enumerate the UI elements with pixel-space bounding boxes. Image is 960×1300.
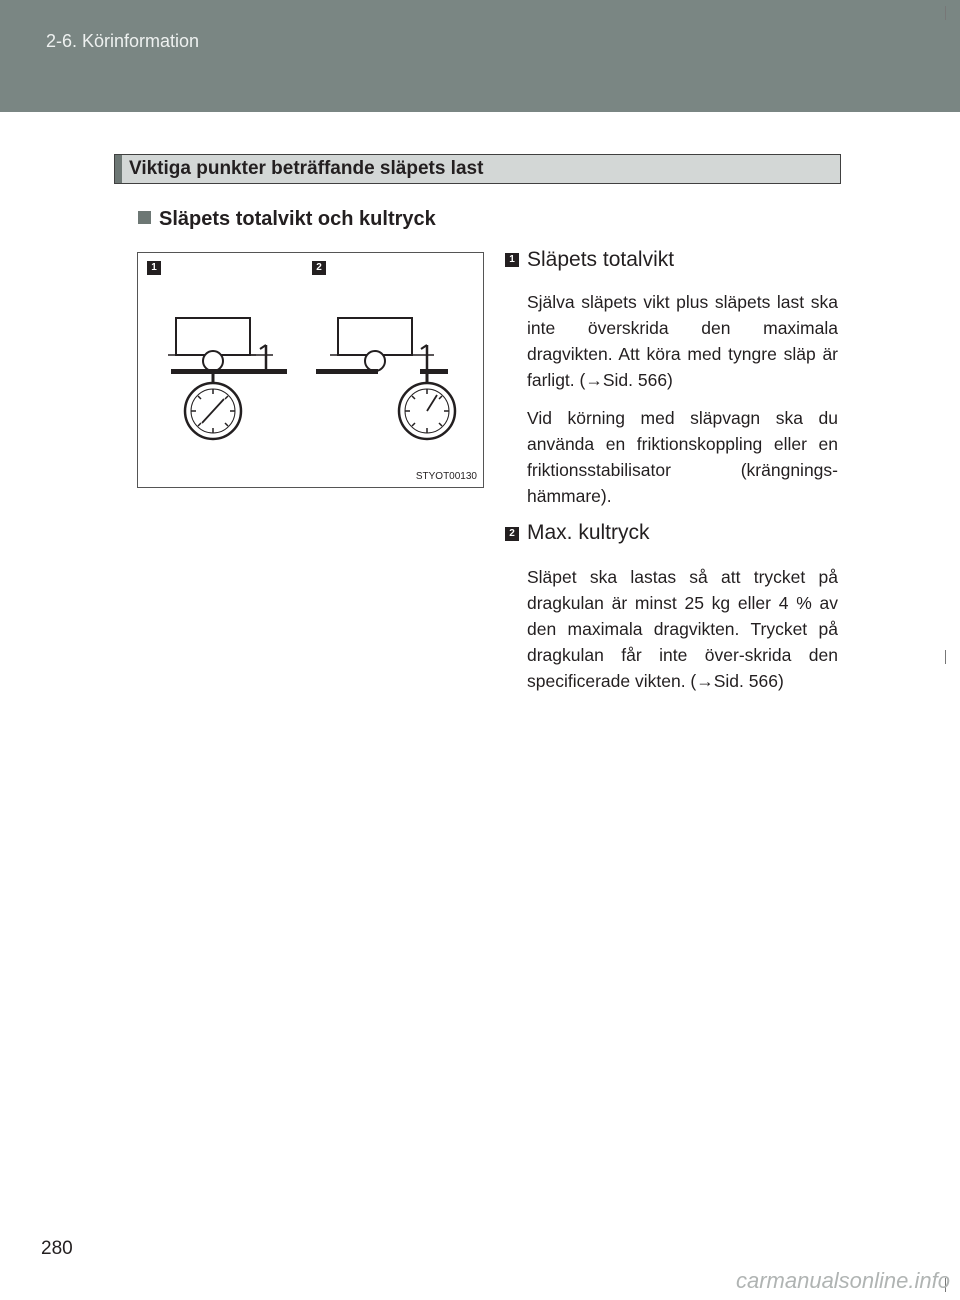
subheading-text: Släpets totalvikt och kultryck: [159, 208, 436, 230]
item-title-2: Max. kultryck: [527, 521, 650, 544]
item-title-1: Släpets totalvikt: [527, 248, 675, 271]
page-number: 280: [41, 1238, 73, 1259]
square-bullet-icon: [138, 211, 151, 224]
trailer-scale-diagram: [138, 253, 483, 487]
section-heading-box: [114, 154, 841, 184]
chapter-title: 2-6. Körinformation: [46, 31, 200, 51]
figure-code: STYOT00130: [415, 471, 477, 482]
figure-marker-1: 1: [147, 261, 161, 275]
crop-mark: [945, 650, 946, 664]
item-1-paragraph-2: Vid körning med släpvagn ska du använda en friktionskoppling eller en friktionsstabilisator (krängnings-hämmare).: [527, 408, 838, 506]
item-marker-2: 2: [505, 527, 519, 541]
subheading: [138, 208, 436, 231]
figure-marker-2: 2: [312, 261, 326, 275]
page-header: [0, 0, 960, 112]
item-2-paragraph-1: Släpet ska lastas så att trycket på dragkulan är minst 25 kg eller 4 % av den maximala dragvikten. Trycket på dragkulan får inte över-skrida den specificerade vikten. (→Sid. 566): [527, 567, 838, 691]
trailer-weight-illustration: [137, 252, 484, 488]
section-heading-bar: [115, 155, 122, 183]
item-marker-1: 1: [505, 253, 519, 267]
watermark: carmanualsonline.info: [735, 1268, 950, 1293]
item-1-paragraph-1: Själva släpets vikt plus släpets last ska inte överskrida den maximala dragvikten. Att köra med tyngre släp är farligt. (→Sid. 566): [527, 292, 838, 390]
section-heading: Viktiga punkter beträffande släpets last: [129, 158, 484, 179]
crop-mark: [945, 6, 946, 20]
trailer-total-weight-drawing: [168, 318, 287, 439]
tongue-weight-drawing: [316, 318, 455, 439]
